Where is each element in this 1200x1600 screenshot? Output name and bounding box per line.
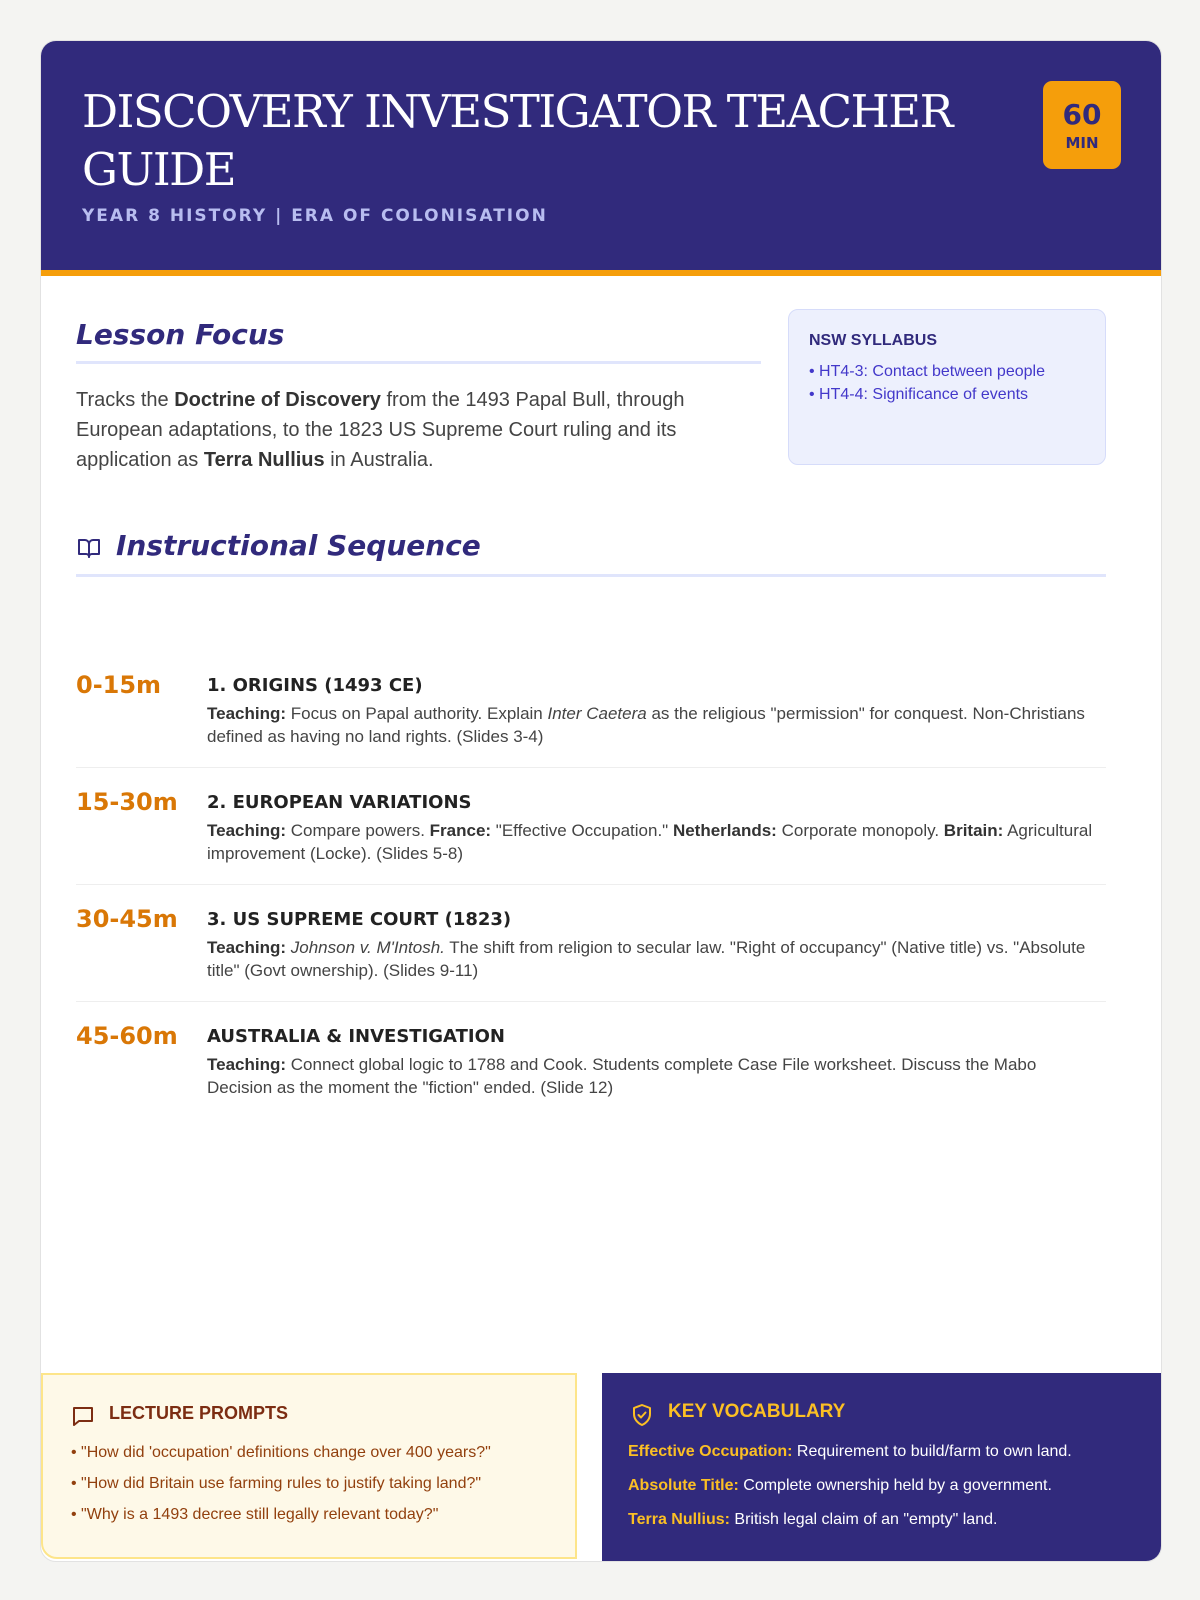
- vocabulary-definition: Complete ownership held by a government.: [738, 1477, 1052, 1494]
- sequence-time: 45-60m: [76, 1022, 178, 1050]
- sequence-step-title: 1. ORIGINS (1493 CE): [207, 675, 423, 696]
- sequence-body: [207, 675, 1102, 748]
- book-open-icon: [76, 536, 102, 565]
- sequence-body: [207, 1026, 1102, 1099]
- prompt-list: [71, 1437, 561, 1530]
- sequence-row: [76, 768, 1106, 885]
- page-subtitle: YEAR 8 HISTORY | ERA OF COLONISATION: [82, 206, 548, 226]
- sequence-heading: Instructional Sequence: [116, 529, 481, 562]
- vocabulary-definition: British legal claim of an "empty" land.: [729, 1511, 998, 1528]
- sequence-description: Teaching: Johnson v. M'Intosh. The shift from religion to secular law. "Right of occupancy" (Native title) vs. "Absolute title" (Govt ownership). (Slides 9-11): [207, 938, 1086, 980]
- teacher-guide-card: [40, 40, 1162, 1562]
- sequence-step-title: 2. EUROPEAN VARIATIONS: [207, 792, 472, 813]
- duration-badge: [1043, 81, 1121, 169]
- vocabulary-item: [628, 1469, 1148, 1503]
- prompt-item: • "Why is a 1493 decree still legally relevant today?": [71, 1506, 439, 1523]
- syllabus-item: • HT4-4: Significance of events: [809, 386, 1029, 403]
- vocabulary-item: [628, 1503, 1148, 1537]
- vocabulary-definition: Requirement to build/farm to own land.: [792, 1443, 1072, 1460]
- duration-value: 60: [1062, 98, 1102, 131]
- vocabulary-list: [628, 1435, 1148, 1537]
- sequence-list: [76, 651, 1106, 1119]
- vocabulary-term: Effective Occupation:: [628, 1443, 793, 1460]
- prompt-item: • "How did Britain use farming rules to justify taking land?": [71, 1475, 482, 1492]
- sequence-step-title: AUSTRALIA & INVESTIGATION: [207, 1026, 505, 1047]
- sequence-body: [207, 909, 1102, 982]
- vocabulary-item: [628, 1435, 1148, 1469]
- lesson-focus-heading: Lesson Focus: [76, 318, 761, 364]
- prompts-label: LECTURE PROMPTS: [109, 1403, 289, 1423]
- sequence-row: [76, 1002, 1106, 1119]
- sequence-time: 15-30m: [76, 788, 178, 816]
- sequence-description: Teaching: Connect global logic to 1788 and Cook. Students complete Case File worksheet. Discuss the Mabo Decision as the moment the "fiction" ended. (Slide 12): [207, 1055, 1037, 1097]
- sequence-time: 30-45m: [76, 905, 178, 933]
- sequence-description: Teaching: Focus on Papal authority. Explain Inter Caetera as the religious "permission" for conquest. Non-Christians defined as having no land rights. (Slides 3-4): [207, 704, 1085, 746]
- sequence-row: [76, 885, 1106, 1002]
- syllabus-item: • HT4-3: Contact between people: [809, 363, 1045, 380]
- sequence-description: Teaching: Compare powers. France: "Effective Occupation." Netherlands: Corporate monopoly. Britain: Agricultural improvement (Locke). (Slides 5-8): [207, 821, 1093, 863]
- sequence-row: [76, 651, 1106, 768]
- key-vocabulary-panel: [602, 1373, 1161, 1561]
- sequence-time: 0-15m: [76, 671, 162, 699]
- lecture-prompts-panel: [41, 1373, 577, 1559]
- lesson-focus-text: Tracks the Doctrine of Discovery from the 1493 Papal Bull, through European adaptations, to the 1823 US Supreme Court ruling and its application as Terra Nullius in Australia.: [76, 389, 685, 471]
- sequence-header: [76, 529, 1106, 577]
- syllabus-label: NSW SYLLABUS: [809, 332, 937, 349]
- header-banner: [41, 41, 1161, 276]
- sequence-body: [207, 792, 1102, 865]
- vocabulary-term: Absolute Title:: [628, 1477, 739, 1494]
- vocabulary-label: KEY VOCABULARY: [668, 1401, 846, 1422]
- duration-unit: MIN: [1065, 134, 1099, 152]
- vocabulary-term: Terra Nullius:: [628, 1511, 730, 1528]
- page-title: DISCOVERY INVESTIGATOR TEACHER GUIDE: [82, 85, 953, 196]
- syllabus-box: [788, 309, 1106, 465]
- prompt-item: • "How did 'occupation' definitions change over 400 years?": [71, 1444, 491, 1461]
- sequence-step-title: 3. US SUPREME COURT (1823): [207, 909, 512, 930]
